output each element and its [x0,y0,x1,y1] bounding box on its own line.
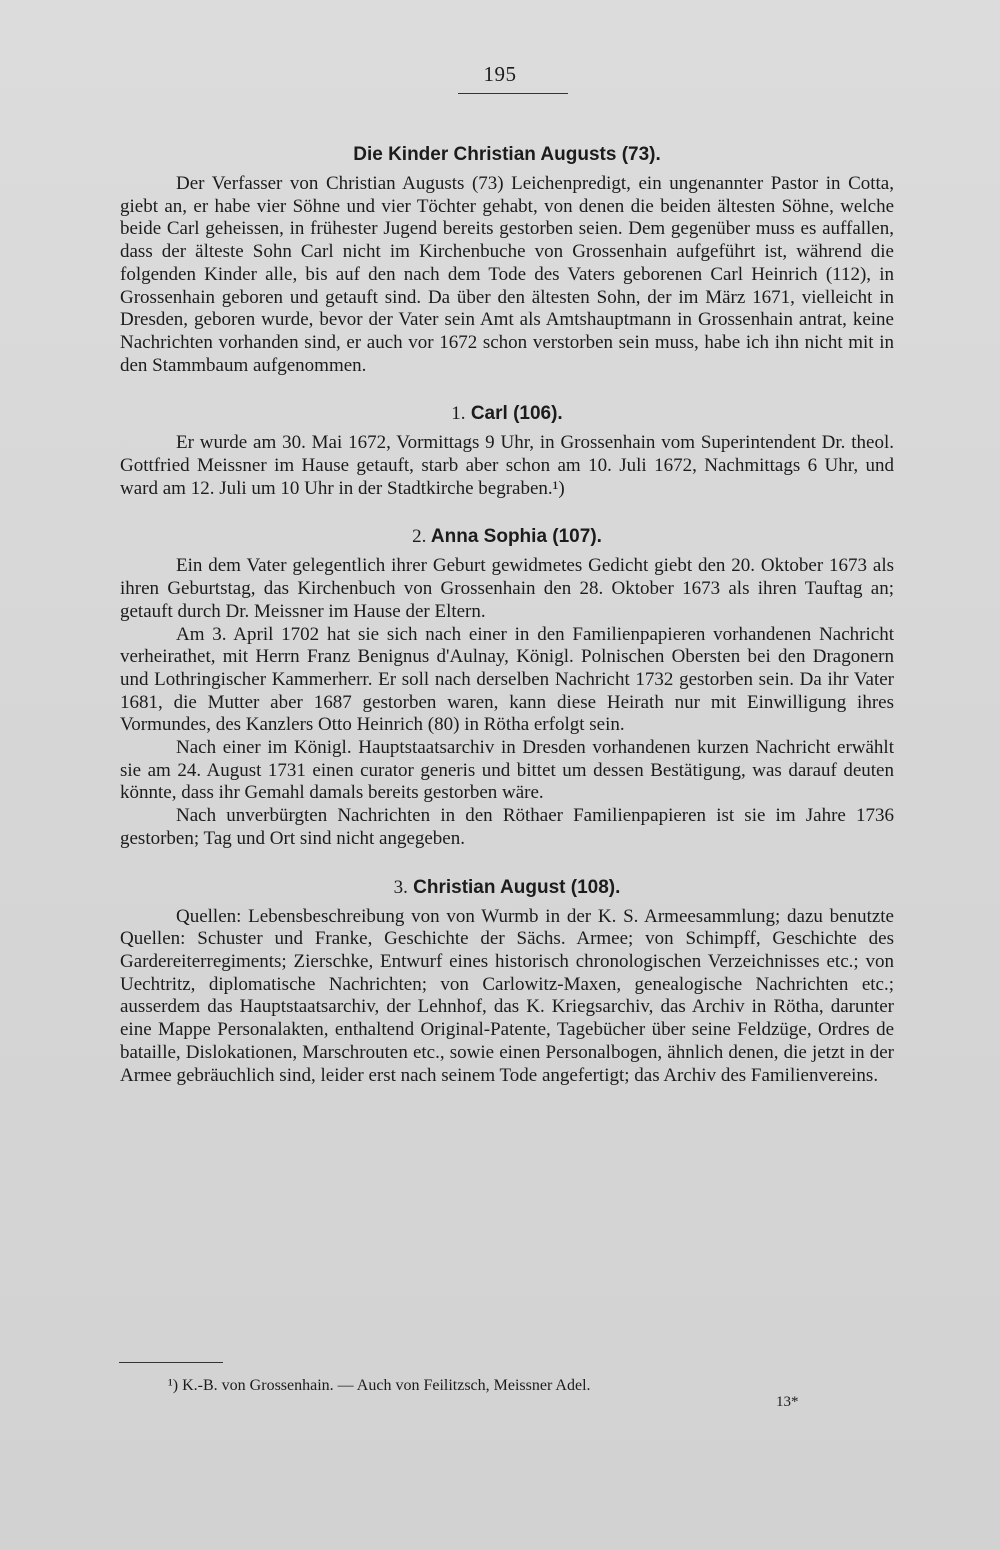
section-number: 2. [412,526,427,548]
paragraph: Am 3. April 1702 hat sie sich nach einer in den Familienpapieren vorhandenen Nachricht verheirathet, mit Herrn Franz Benignus d'Aulnay, Königl. Polnischen Obersten bei den Dragonern und Lothringischer Kammerherr. Er soll nach derselben Nachricht 1732 gestorben sein. Da ihr Vater 1681, die Mutter aber 1687 gestorben waren, kann diese Heirath nur mit Einwilligung ihres Vormundes, des Kanzlers Otto Heinrich (80) in Rötha erfolgt sein. [120,623,894,736]
section-title: Carl (106). [470,403,563,425]
paragraph: Ein dem Vater gelegentlich ihrer Geburt gewidmetes Gedicht giebt den 20. Oktober 1673 als ihren Geburtstag, das Kirchenbuch von Grossenhain den 28. Oktober 1673 als ihren Tauftag an; getauft durch Dr. Meissner im Hause der Eltern. [120,555,894,622]
section-anna-sophia [120,522,894,850]
paragraph: Nach unverbürgten Nachrichten in den Röthaer Familienpapieren ist sie im Jahre 1736 gestorben; Tag und Ort sind nicht angegeben. [120,805,894,849]
section-children-intro [120,140,894,377]
section-title: Anna Sophia (107). [430,526,602,548]
paragraph: Quellen: Lebensbeschreibung von von Wurmb in der K. S. Armeesammlung; dazu benutzte Quellen: Schuster und Franke, Geschichte der Sächs. Armee; von Schimpff, Geschichte des Gardereiterregiments; Zierschke, Entwurf eines historisch chronologischen Verzeichnisses etc.; von Uechtritz, diplomatische Nachrichten; von Carlowitz-Maxen, genealogische Nachrichten etc.; ausserdem das Hauptstaatsarchiv, der Lehnhof, das K. Kriegsarchiv, das Archiv in Rötha, darunter eine Mappe Personalakten, enthaltend Original-Patente, Tagebücher über seine Feldzüge, Ordres de bataille, Dislokationen, Marschrouten etc., sowie einen Personalbogen, ähnlich denen, die jetzt in der Armee gebräuchlich sind, leider erst nach seinem Tode angefertigt; das Archiv des Familienvereins. [120,905,894,1086]
main-text [120,140,894,1087]
section-heading [120,873,894,903]
section-title: Christian August (108). [413,876,621,898]
paragraph: Nach einer im Königl. Hauptstaatsarchiv in Dresden vorhandenen kurzen Nachricht erwählt sie am 24. August 1731 einen curator generis und bittet um dessen Bestätigung, was darauf deuten könnte, dass ihr Gemahl damals bereits gestorben wäre. [120,737,894,804]
section-heading [120,399,894,429]
section-number: 3. [393,876,408,898]
section-number: 1. [451,403,466,425]
paragraph: Der Verfasser von Christian Augusts (73) Leichenpredigt, ein ungenannter Pastor in Cotta, giebt an, er habe vier Söhne und vier Töchter gehabt, von denen die beiden ältesten Söhne, welche beide Carl geheissen, in frühester Jugend bereits gestorben seien. Dem gegenüber muss es auffallen, dass der älteste Sohn Carl nicht im Kirchenbuche von Grossenhain aufgeführt ist, während die folgenden Kinder alle, bis auf den nach dem Tode des Vaters geborenen Carl Heinrich (112), in Grossenhain geboren und getauft sind. Da über den ältesten Sohn, der im März 1671, vielleicht in Dresden, geboren wurde, bevor der Vater sein Amt als Amtshauptmann in Grossenhain antrat, keine Nachrichten vorhanden sind, er auch vor 1672 schon verstorben sein muss, habe ich ihn nicht mit in den Stammbaum aufgenommen. [120,173,894,376]
footnote-rule [119,1362,223,1363]
header-rule [458,93,568,94]
section-heading [120,522,894,552]
paragraph: Er wurde am 30. Mai 1672, Vormittags 9 Uhr, in Grossenhain vom Superintendent Dr. theol. Gottfried Meissner im Hause getauft, starb aber schon am 10. Juli 1672, Nachmittags 6 Uhr, und ward am 12. Juli um 10 Uhr in der Stadtkirche begraben.¹) [120,432,894,499]
section-christian-august [120,873,894,1088]
page-number: 195 [483,62,517,86]
signature-mark: 13* [776,1394,799,1410]
section-carl [120,399,894,500]
section-heading: Die Kinder Christian Augusts (73). [353,144,661,165]
footnote: ¹) K.-B. von Grossenhain. — Auch von Feilitzsch, Meissner Adel. [168,1377,591,1394]
